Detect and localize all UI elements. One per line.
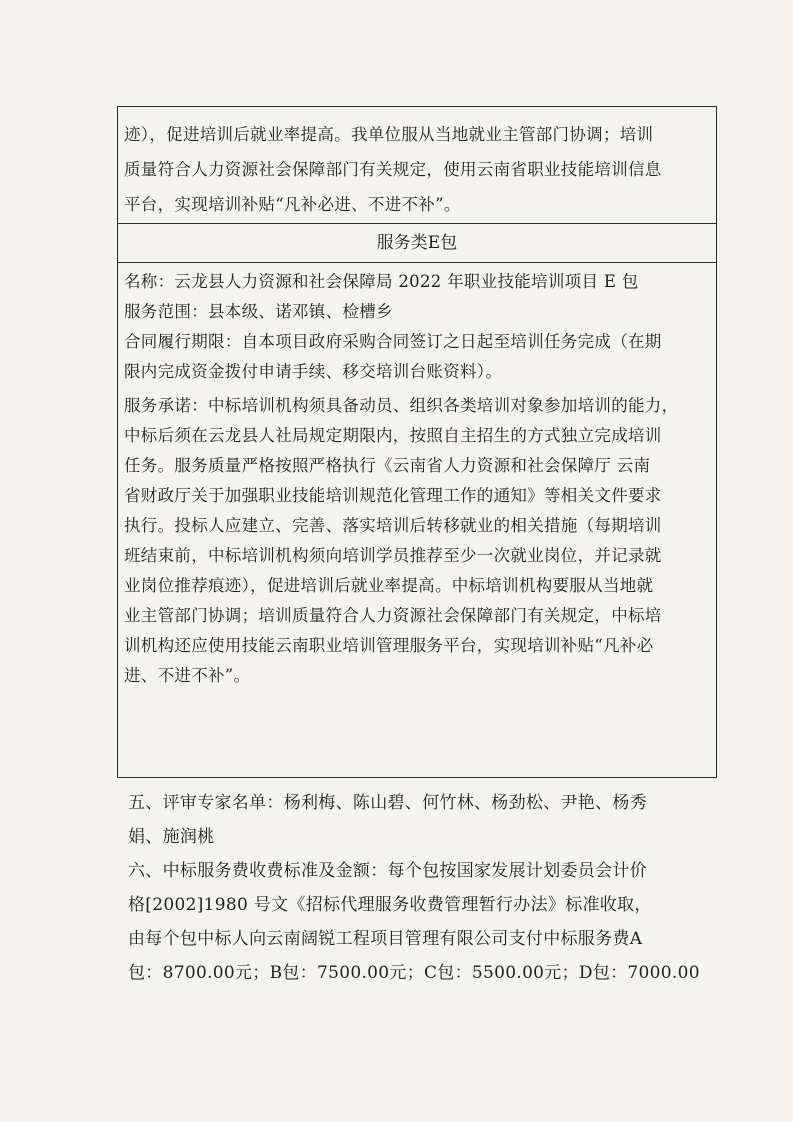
fee-standard-line: 包：8700.00元；B包：7500.00元；C包：5500.00元；D包：7000.00 [128, 963, 700, 983]
commitment-line: 任务。服务质量严格按照严格执行《云南省人力资源和社会保障厅 云南 [124, 456, 651, 475]
fee-standard-line: 格[2002]1980 号文《招标代理服务收费管理暂行办法》标准收取， [128, 895, 652, 915]
post-table-text [128, 786, 708, 990]
commitment-line: 班结束前，中标培训机构须向培训学员推荐至少一次就业岗位，并记录就 [124, 546, 662, 565]
service-scope: 服务范围：县本级、诺邓镇、检槽乡 [124, 302, 393, 321]
service-table [117, 106, 717, 778]
commitment-line: 进、不进不补”。 [124, 666, 251, 685]
contract-period-line: 限内完成资金拨付申请手续、移交培训台账资料）。 [124, 362, 503, 381]
table-line: 迹），促进培训后就业率提高。我单位服从当地就业主管部门协调；培训 [124, 125, 654, 144]
fee-standard-line: 六、中标服务费收费标准及金额：每个包按国家发展计划委员会计价 [128, 861, 647, 881]
commitment-line: 中标后须在云龙县人社局规定期限内，按照自主招生的方式独立完成培训 [124, 426, 662, 445]
expert-list-line: 娟、施润桃 [128, 827, 215, 847]
table-cell-package-e [118, 263, 716, 777]
section-heading: 服务类E包 [118, 224, 716, 263]
package-name: 名称：云龙县人力资源和社会保障局 2022 年职业技能培训项目 E 包 [124, 272, 639, 291]
commitment-line: 训机构还应使用技能云南职业培训管理服务平台，实现培训补贴“凡补必 [124, 636, 654, 655]
contract-period-line: 合同履行期限：自本项目政府采购合同签订之日起至培训任务完成（在期 [124, 332, 662, 351]
table-cell-continuation [118, 107, 716, 224]
commitment-line: 省财政厅关于加强职业技能培训规范化管理工作的通知》等相关文件要求 [124, 486, 662, 505]
commitment-line: 服务承诺：中标培训机构须具备动员、组织各类培训对象参加培训的能力， [124, 396, 679, 415]
commitment-line: 业主管部门协调；培训质量符合人力资源社会保障部门有关规定，中标培 [124, 606, 662, 625]
expert-list-line: 五、评审专家名单：杨利梅、陈山碧、何竹林、杨劲松、尹艳、杨秀 [128, 793, 647, 813]
table-line: 平台，实现培训补贴“凡补必进、不进不补”。 [124, 195, 461, 214]
commitment-line: 执行。投标人应建立、完善、落实培训后转移就业的相关措施（每期培训 [124, 516, 662, 535]
commitment-line: 业岗位推荐痕迹），促进培训后就业率提高。中标培训机构要服从当地就 [124, 576, 654, 595]
table-line: 质量符合人力资源社会保障部门有关规定，使用云南省职业技能培训信息 [124, 160, 662, 179]
fee-standard-line: 由每个包中标人向云南阔锐工程项目管理有限公司支付中标服务费A [128, 929, 643, 949]
